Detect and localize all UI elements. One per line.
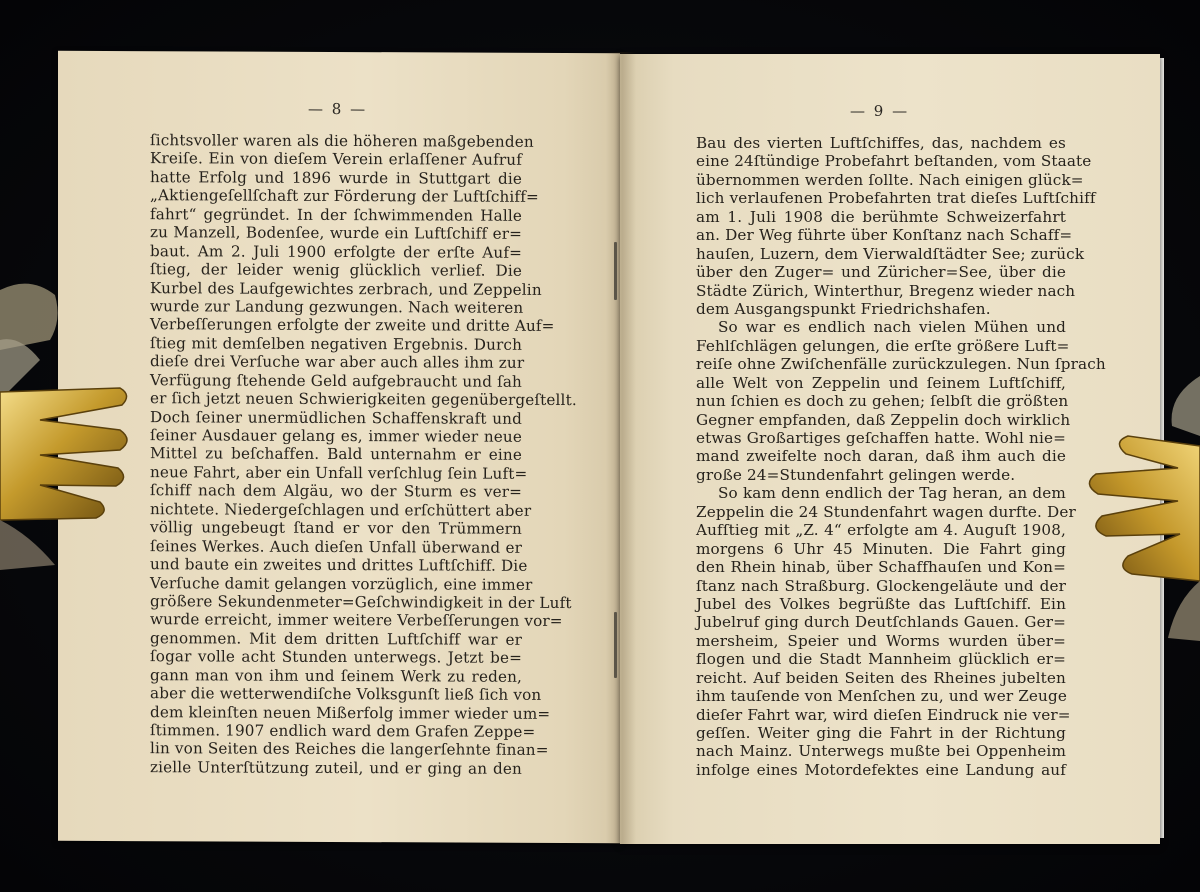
- text-line: übernommen werden ſollte. Nach einigen glück=: [696, 170, 1084, 189]
- text-line: flogen und die Stadt Mannheim glücklich er=: [696, 650, 1066, 669]
- left-page: [58, 51, 620, 843]
- binding-stitch-upper: [614, 242, 617, 300]
- text-line: Aufſtieg mit „Z. 4“ erfolgte am 4. Auguſt 1908,: [696, 521, 1066, 540]
- text-line: hauſen, Luzern, dem Vierwaldſtädter See; zurück: [696, 244, 1085, 263]
- text-line: er ſich jetzt neuen Schwierigkeiten gegenübergeſtellt.: [150, 389, 577, 410]
- text-line: völlig ungebeugt ſtand er vor den Trümmern: [150, 518, 522, 538]
- text-line: Verbeſſerungen erfolgte der zweite und dritte Auf=: [150, 315, 555, 336]
- text-line: Doch ſeiner unermüdlichen Schaffenskraft und: [150, 407, 522, 428]
- text-line: zu Manzell, Bodenſee, wurde ein Luftſchiff er=: [150, 223, 522, 243]
- text-line: ſtimmen. 1907 endlich ward dem Grafen Zeppe=: [150, 721, 536, 741]
- text-line: ſogar volle acht Stunden unterwegs. Jetzt be=: [150, 647, 522, 668]
- text-line: ſchiff nach dem Algäu, wo der Sturm es ver=: [150, 481, 522, 502]
- text-line: ſtanz nach Straßburg. Glockengeläute und der: [696, 576, 1066, 595]
- left-page-text: [150, 131, 577, 778]
- text-line: Fehlſchlägen gelungen, die erſte größere Luft=: [696, 336, 1070, 355]
- text-line: nichtete. Niedergeſchlagen und erſchüttert aber: [150, 499, 532, 520]
- text-line: Bau des vierten Luftſchiffes, das, nachdem es: [696, 134, 1066, 152]
- text-line: ſeines Werkes. Auch dieſen Unfall überwand er: [150, 536, 522, 557]
- page-number-left: — 8 —: [308, 99, 368, 119]
- text-line: am 1. Juli 1908 die berühmte Schweizerfahrt: [696, 207, 1066, 226]
- text-line: ſtieg, der leider wenig glücklich verlief. Die: [150, 260, 522, 280]
- text-line: dieſe drei Verſuche war aber auch alles ihm zur: [150, 352, 525, 373]
- text-line: aber die wetterwendiſche Volksgunſt ließ ſich von: [150, 684, 542, 705]
- text-line: alle Welt von Zeppelin und ſeinem Luftſchiff,: [696, 373, 1066, 392]
- text-line: Kurbel des Laufgewichtes zerbrach, und Zeppelin: [150, 278, 542, 299]
- text-line: wurde zur Landung gezwungen. Nach weiteren: [150, 297, 524, 317]
- page-number-right: — 9 —: [850, 102, 910, 120]
- book-gutter: [606, 52, 636, 844]
- text-line: Kreiſe. Ein von dieſem Verein erlaſſener Aufruf: [150, 149, 522, 170]
- text-line: reiſe ohne Zwiſchenfälle zurückzulegen. Nun ſprach: [696, 355, 1106, 374]
- text-line: ihm tauſende von Menſchen zu, und wer Zeuge: [696, 687, 1068, 706]
- text-line: lin von Seiten des Reiches die langerſehnte finan=: [150, 739, 549, 760]
- text-line: reicht. Auf beiden Seiten des Rheines jubelten: [696, 668, 1066, 687]
- brass-hand-right: [1068, 376, 1200, 646]
- text-line: dem kleinſten neuen Mißerfolg immer wieder um=: [150, 702, 551, 723]
- text-line: ſeiner Ausdauer gelang es, immer wieder neue: [150, 426, 522, 446]
- text-line: dieſer Fahrt war, wird dieſen Eindruck nie ver=: [696, 705, 1071, 724]
- text-line: morgens 6 Uhr 45 Minuten. Die Fahrt ging: [696, 539, 1066, 558]
- text-line: geſſen. Weiter ging die Fahrt in der Richtung: [696, 724, 1066, 742]
- text-line: nun ſchien es doch zu gehen; ſelbſt die größten: [696, 392, 1069, 411]
- text-line: eine 24ſtündige Probefahrt beſtanden, vom Staate: [696, 152, 1092, 171]
- text-line: etwas Großartiges geſchaffen hatte. Wohl nie=: [696, 429, 1066, 447]
- right-page-text: [696, 134, 1106, 779]
- text-line: ſichtsvoller waren als die höheren maßgebenden: [150, 131, 534, 151]
- text-line: mersheim, Speier und Worms wurden über=: [696, 631, 1066, 650]
- text-line: über den Zuger= und Züricher=See, über die: [696, 263, 1066, 282]
- text-line: wurde erreicht, immer weitere Verbeſſerungen vor=: [150, 610, 563, 631]
- text-line: „Aktiengeſellſchaft zur Förderung der Luftſchiff=: [150, 186, 539, 207]
- text-line: fahrt“ gegründet. In der ſchwimmenden Halle: [150, 204, 522, 225]
- text-line: Gegner empfanden, daß Zeppelin doch wirklich: [696, 410, 1071, 429]
- text-line: Jubelruf ging durch Deutſchlands Gauen. Ger=: [696, 613, 1066, 632]
- text-line: ſtieg mit demſelben negativen Ergebnis. Durch: [150, 333, 522, 354]
- text-line: Städte Zürich, Winterthur, Bregenz wieder nach: [696, 281, 1076, 300]
- text-line: nach Mainz. Unterwegs mußte bei Oppenheim: [696, 742, 1066, 761]
- text-line: dem Ausgangspunkt Friedrichshafen.: [696, 299, 991, 318]
- text-line: Verſuche damit gelangen vorzüglich, eine immer: [150, 573, 533, 594]
- binding-stitch-lower: [614, 612, 617, 678]
- text-line: genommen. Mit dem dritten Luftſchiff war er: [150, 628, 522, 649]
- text-line: infolge eines Motordefektes eine Landung auf: [696, 760, 1066, 779]
- text-line: zielle Unterſtützung zuteil, und er ging an den: [150, 758, 522, 778]
- text-line: den Rhein hinab, über Schaffhauſen und Kon=: [696, 558, 1066, 577]
- text-line: mand zweifelte noch daran, daß ihm auch die: [696, 447, 1066, 466]
- text-line: große 24=Stundenfahrt gelingen werde.: [696, 465, 1016, 484]
- text-line: Jubel des Volkes begrüßte das Luftſchiff. Ein: [696, 594, 1066, 613]
- text-line: Mittel zu beſchaffen. Bald unternahm er eine: [150, 444, 522, 465]
- text-line: gann man von ihm und ſeinem Werk zu reden,: [150, 665, 522, 686]
- text-line: an. Der Weg führte über Konſtanz nach Schaff=: [696, 226, 1073, 245]
- text-line: hatte Erfolg und 1896 wurde in Stuttgart die: [150, 168, 522, 188]
- text-line: Zeppelin die 24 Stundenfahrt wagen durfte. Der: [696, 502, 1076, 521]
- text-line: So kam denn endlich der Tag heran, an dem: [718, 484, 1066, 503]
- text-line: lich verlaufenen Probefahrten trat dieſes Luftſchiff: [696, 189, 1096, 208]
- text-line: und baute ein zweites und drittes Luftſchiff. Die: [150, 555, 528, 575]
- text-line: größere Sekundenmeter=Geſchwindigkeit in der Luft: [150, 592, 572, 612]
- text-line: Verfügung ſtehende Geld aufgebraucht und ſah: [150, 370, 522, 391]
- text-line: So war es endlich nach vielen Mühen und: [718, 318, 1066, 337]
- text-line: neue Fahrt, aber ein Unfall verſchlug ſein Luft=: [150, 463, 528, 483]
- brass-hand-left: [0, 280, 135, 570]
- text-line: baut. Am 2. Juli 1900 erfolgte der erſte Auf=: [150, 241, 522, 262]
- open-booklet: [58, 52, 1166, 847]
